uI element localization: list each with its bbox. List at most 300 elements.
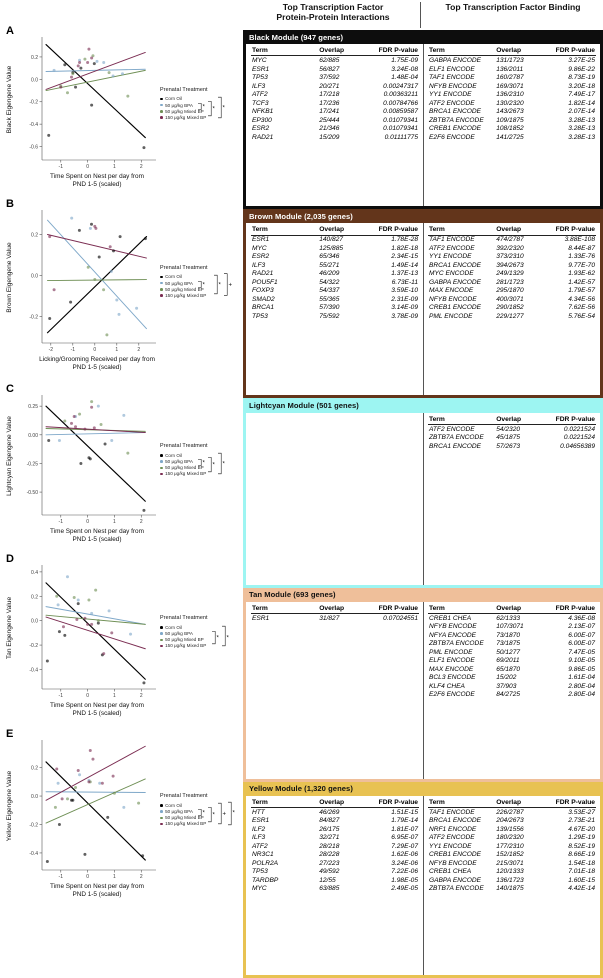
svg-text:Yellow Eigengene Value: Yellow Eigengene Value [6, 770, 13, 842]
cell-term: MYC ENCODE [429, 270, 474, 278]
column-divider [423, 413, 424, 585]
svg-text:*: * [216, 635, 219, 642]
table-row [251, 834, 419, 843]
cell-term: TCF3 [252, 99, 269, 107]
cell-term: SMAD2 [252, 295, 275, 303]
cell-term: NFYA ENCODE [429, 631, 477, 639]
svg-text:2: 2 [137, 347, 141, 353]
cell-fdr: 2.07E-14 [568, 108, 595, 116]
table-row [428, 817, 596, 826]
legend-item-label: 150 μg/kg Mixed BP [165, 292, 207, 298]
cell-term: ESR1 [252, 236, 270, 244]
cell-fdr: 3.53E-27 [568, 808, 595, 816]
cell-term: BRCA1 ENCODE [429, 261, 482, 269]
table-row [251, 116, 419, 125]
svg-text:0.0: 0.0 [31, 77, 38, 84]
table-row [428, 90, 596, 99]
cell-fdr: 1.33E-76 [568, 253, 595, 261]
svg-text:Licking/Grooming Received per: Licking/Grooming Received per day from [39, 356, 155, 363]
binding-header-text: Top Transcription Factor Binding [445, 2, 581, 12]
cell-fdr: 4.36E-08 [568, 614, 595, 622]
column-divider [423, 602, 424, 779]
cell-overlap: 136/1723 [496, 876, 524, 884]
cell-overlap: 49/592 [319, 868, 340, 876]
cell-overlap: 474/2787 [496, 236, 524, 244]
svg-text:*: * [202, 810, 205, 817]
svg-text:*: * [232, 810, 235, 817]
table-row [428, 876, 596, 885]
cell-fdr: 2.31E-09 [391, 295, 418, 303]
cell-fdr: 3.14E-09 [391, 304, 418, 312]
table-row [428, 235, 596, 244]
svg-text:PND 1-5 (scaled): PND 1-5 (scaled) [72, 181, 122, 188]
cell-term: GABPA ENCODE [429, 57, 482, 65]
cell-overlap: 17/236 [319, 99, 340, 107]
table-row [251, 825, 419, 834]
header-term: Term [428, 798, 495, 808]
svg-text:-0.2: -0.2 [29, 822, 38, 829]
enrichment-table [251, 225, 419, 320]
header-overlap: Overlap [318, 798, 363, 808]
cell-term: MYC [252, 244, 267, 252]
cell-term: GABPA ENCODE [429, 278, 482, 286]
svg-text:*: * [202, 282, 205, 288]
cell-overlap: 37/592 [319, 74, 340, 82]
cell-term: CREB1 CHEA [429, 614, 472, 622]
cell-overlap: 32/271 [319, 834, 340, 842]
legend-item-label: 50 μg/kg Mixed BP [165, 815, 204, 821]
module-body-black [243, 44, 603, 209]
module-tan [243, 588, 603, 782]
cell-fdr: 3.20E-18 [568, 82, 595, 90]
ppi-column-header [243, 1, 423, 24]
svg-text:0.0: 0.0 [31, 273, 38, 280]
cell-term: MYC [252, 885, 267, 893]
header-fdr: FDR P-value [364, 225, 419, 235]
cell-term: POLR2A [252, 859, 279, 867]
table-row [251, 73, 419, 82]
cell-term: NFYB ENCODE [429, 859, 477, 867]
table-row [428, 304, 596, 313]
header-divider [420, 2, 421, 28]
table-column-headers [243, 0, 603, 30]
cell-term: BRCA1 ENCODE [429, 817, 482, 825]
svg-text:1: 1 [115, 347, 119, 353]
table-row [428, 270, 596, 279]
cell-term: ESR2 [252, 253, 270, 261]
header-overlap: Overlap [318, 225, 363, 235]
cell-overlap: 249/1329 [496, 270, 524, 278]
cell-overlap: 394/2673 [496, 261, 524, 269]
table-row [428, 116, 596, 125]
svg-text:0.2: 0.2 [31, 765, 38, 772]
svg-text:Tan Eigengene Value: Tan Eigengene Value [6, 596, 13, 660]
cell-overlap: 131/1723 [496, 57, 524, 65]
cell-overlap: 57/390 [319, 304, 340, 312]
header-overlap: Overlap [495, 415, 540, 425]
column-divider [423, 223, 424, 395]
table-row [428, 808, 596, 817]
cell-term: RAD21 [252, 270, 274, 278]
cell-overlap: 28/218 [319, 842, 340, 850]
cell-term: ESR1 [252, 65, 270, 73]
ppi-subtable-brown [246, 223, 423, 395]
svg-text:Black Eigengene Value: Black Eigengene Value [6, 65, 13, 134]
svg-text:*: * [222, 105, 225, 111]
table-row [251, 244, 419, 253]
table-row [428, 65, 596, 74]
table-row [251, 90, 419, 99]
header-term: Term [428, 225, 495, 235]
cell-fdr: 2.49E-05 [391, 885, 418, 893]
table-row [428, 424, 596, 433]
legend-item-label: Corn Oil [165, 452, 182, 458]
cell-fdr: 3.24E-08 [391, 65, 418, 73]
cell-fdr: 6.00E-07 [568, 640, 595, 648]
table-row [251, 133, 419, 142]
cell-term: ILF3 [252, 82, 266, 90]
cell-fdr: 1.82E-14 [568, 99, 595, 107]
cell-term: MAX ENCODE [429, 665, 474, 673]
svg-text:0: 0 [86, 693, 90, 699]
cell-fdr: 9.10E-05 [568, 657, 595, 665]
cell-fdr: 1.42E-57 [568, 278, 595, 286]
cell-fdr: 1.37E-13 [391, 270, 418, 278]
svg-text:*: * [212, 462, 215, 469]
table-row [428, 851, 596, 860]
cell-term: PML ENCODE [429, 312, 473, 320]
header-term: Term [428, 604, 495, 614]
table-row [428, 834, 596, 843]
table-header-row [428, 46, 596, 56]
cell-term: ZBTB7A ENCODE [429, 885, 484, 893]
svg-text:+: + [228, 282, 233, 288]
table-row [428, 56, 596, 65]
cell-overlap: 55/271 [319, 261, 340, 269]
cell-overlap: 136/2011 [496, 65, 524, 73]
header-overlap: Overlap [495, 798, 540, 808]
cell-term: ATF2 ENCODE [429, 244, 475, 252]
module-lightcyan [243, 398, 603, 587]
cell-fdr: 3.28E-13 [568, 125, 595, 133]
cell-fdr: 4.42E-14 [568, 885, 595, 893]
svg-text:2: 2 [139, 874, 143, 880]
cell-term: NR3C1 [252, 851, 274, 859]
table-row [251, 295, 419, 304]
table-row [428, 278, 596, 287]
cell-overlap: 62/885 [319, 57, 340, 65]
cell-overlap: 46/209 [319, 270, 340, 278]
svg-text:-0.50: -0.50 [26, 490, 38, 497]
cell-overlap: 12/55 [319, 876, 336, 884]
table-row [428, 82, 596, 91]
cell-fdr: 1.81E-07 [391, 825, 418, 833]
cell-term: ATF2 [252, 842, 268, 850]
table-row [251, 304, 419, 313]
cell-fdr: 6.00E-07 [568, 631, 595, 639]
panel-letter: B [6, 198, 14, 210]
svg-text:2: 2 [139, 693, 143, 699]
cell-term: RAD21 [252, 133, 274, 141]
svg-text:*: * [202, 460, 205, 467]
table-row [251, 56, 419, 65]
module-body-tan [243, 602, 603, 782]
cell-overlap: 15/209 [319, 133, 340, 141]
cell-term: NFYB ENCODE [429, 82, 477, 90]
table-row [428, 859, 596, 868]
table-header-row [428, 798, 596, 808]
table-row [428, 99, 596, 108]
cell-fdr: 7.49E-17 [568, 91, 595, 99]
table-row [251, 65, 419, 74]
svg-text:0.25: 0.25 [28, 404, 38, 411]
legend-item-label: Corn Oil [165, 96, 182, 102]
header-fdr: FDR P-value [541, 604, 596, 614]
cell-term: CREB1 CHEA [429, 868, 472, 876]
cell-term: TP53 [252, 312, 268, 320]
cell-term: MYC [252, 57, 267, 65]
svg-text:-1: -1 [58, 693, 64, 699]
cell-fdr: 2.13E-07 [568, 623, 595, 631]
cell-fdr: 3.59E-10 [391, 287, 418, 295]
legend-item-label: Corn Oil [165, 274, 182, 280]
header-term: Term [251, 604, 318, 614]
binding-subtable-lightcyan [423, 413, 600, 585]
cell-overlap: 28/228 [319, 851, 340, 859]
cell-term: CREB1 ENCODE [429, 125, 482, 133]
legend-item-label: 50 μg/kg Mixed BP [165, 465, 204, 471]
module-brown [243, 209, 603, 398]
legend-item-label: Corn Oil [165, 802, 182, 808]
scatter-panels-column [0, 0, 243, 910]
header-fdr: FDR P-value [541, 415, 596, 425]
cell-overlap: 56/827 [319, 65, 340, 73]
legend-item-label: 150 μg/kg Mixed BP [165, 643, 207, 649]
cell-overlap: 180/2320 [496, 834, 524, 842]
svg-text:+: + [222, 811, 227, 818]
cell-overlap: 139/1556 [496, 825, 524, 833]
cell-term: E2F6 ENCODE [429, 691, 475, 699]
header-fdr: FDR P-value [364, 604, 419, 614]
cell-overlap: 290/1852 [496, 304, 524, 312]
svg-text:Time Spent on Nest per day fro: Time Spent on Nest per day from [50, 702, 144, 709]
cell-fdr: 3.78E-09 [391, 312, 418, 320]
cell-fdr: 1.93E-62 [568, 270, 595, 278]
table-row [428, 639, 596, 648]
cell-fdr: 0.07024551 [383, 614, 418, 622]
cell-fdr: 8.66E-19 [568, 851, 595, 859]
cell-fdr: 7.29E-07 [391, 842, 418, 850]
table-row [251, 851, 419, 860]
cell-term: TAF1 ENCODE [429, 808, 475, 816]
table-row [251, 613, 419, 622]
header-fdr: FDR P-value [364, 798, 419, 808]
module-body-brown [243, 223, 603, 398]
cell-fdr: 2.80E-04 [568, 691, 595, 699]
cell-fdr: 1.82E-18 [391, 244, 418, 252]
cell-overlap: 226/2787 [496, 808, 524, 816]
enrichment-table [428, 798, 596, 893]
cell-overlap: 57/2673 [496, 442, 521, 450]
cell-overlap: 143/2673 [496, 108, 524, 116]
legend-item-label: 150 μg/kg Mixed BP [165, 114, 207, 120]
cell-fdr: 7.47E-05 [568, 648, 595, 656]
cell-overlap: 15/202 [496, 674, 517, 682]
svg-text:1: 1 [113, 519, 116, 525]
cell-term: NRF1 ENCODE [429, 825, 477, 833]
cell-term: ATF2 ENCODE [429, 425, 475, 433]
svg-text:0: 0 [93, 347, 97, 353]
table-row [251, 868, 419, 877]
svg-text:*: * [222, 461, 225, 468]
svg-text:PND 1-5 (scaled): PND 1-5 (scaled) [72, 364, 122, 371]
svg-text:-2: -2 [48, 347, 54, 353]
table-row [428, 244, 596, 253]
cell-fdr: 8.44E-87 [568, 244, 595, 252]
module-header-lightcyan: Lightcyan Module (501 genes) [243, 398, 603, 412]
module-header-brown: Brown Module (2,035 genes) [243, 209, 603, 223]
cell-term: BRCA1 ENCODE [429, 108, 482, 116]
table-row [428, 842, 596, 851]
cell-overlap: 169/3071 [496, 82, 524, 90]
cell-overlap: 31/827 [319, 614, 340, 622]
svg-text:-0.6: -0.6 [29, 144, 38, 151]
cell-overlap: 109/1875 [496, 116, 524, 124]
svg-text:0.2: 0.2 [31, 594, 38, 601]
cell-overlap: 120/1333 [496, 868, 524, 876]
svg-text:-0.2: -0.2 [29, 314, 38, 321]
panel-letter: A [6, 25, 14, 37]
table-row [251, 278, 419, 287]
svg-text:PND 1-5 (scaled): PND 1-5 (scaled) [72, 891, 122, 898]
module-header-tan: Tan Module (693 genes) [243, 588, 603, 602]
cell-term: ESR2 [252, 125, 270, 133]
table-header-row [428, 415, 596, 425]
binding-subtable-yellow [423, 796, 600, 975]
brackets-svg [160, 86, 240, 132]
header-overlap: Overlap [495, 46, 540, 56]
legend-title: Prenatal Treatment [160, 443, 208, 449]
table-row [251, 817, 419, 826]
table-row [251, 235, 419, 244]
svg-text:*: * [212, 106, 215, 113]
cell-fdr: 1.29E-19 [568, 834, 595, 842]
cell-overlap: 55/365 [319, 295, 340, 303]
legend-title: Prenatal Treatment [160, 793, 208, 799]
cell-fdr: 2.80E-04 [568, 682, 595, 690]
module-header-yellow: Yellow Module (1,320 genes) [243, 782, 603, 796]
cell-fdr: 0.01079341 [383, 116, 418, 124]
cell-fdr: 1.75E-09 [391, 57, 418, 65]
cell-fdr: 0.04656389 [560, 442, 595, 450]
cell-overlap: 107/3071 [496, 623, 524, 631]
ppi-subtable-lightcyan [246, 413, 423, 585]
svg-text:0: 0 [86, 519, 90, 525]
cell-overlap: 140/827 [319, 236, 344, 244]
cell-term: EP300 [252, 116, 272, 124]
table-row [251, 885, 419, 894]
header-fdr: FDR P-value [541, 798, 596, 808]
table-header-row [251, 46, 419, 56]
table-row [428, 673, 596, 682]
svg-text:2: 2 [139, 519, 143, 525]
svg-text:0.0: 0.0 [31, 618, 38, 625]
legend-item-label: 50 μg/kg BPA [165, 809, 193, 815]
cell-overlap: 152/1852 [496, 851, 524, 859]
ppi-header-line2: Protein-Protein Interactions [276, 12, 390, 23]
legend-item-label: 50 μg/kg BPA [165, 280, 193, 286]
cell-fdr: 3.24E-06 [391, 859, 418, 867]
cell-fdr: 9.86E-22 [568, 65, 595, 73]
cell-fdr: 1.79E-14 [391, 817, 418, 825]
panel-e [0, 728, 243, 910]
table-row [251, 808, 419, 817]
table-row [428, 253, 596, 262]
cell-overlap: 160/2787 [496, 74, 524, 82]
module-header-black: Black Module (947 genes) [243, 30, 603, 44]
cell-fdr: 0.00363211 [383, 91, 418, 99]
svg-text:*: * [218, 282, 221, 288]
table-row [428, 73, 596, 82]
cell-fdr: 0.00247317 [383, 82, 418, 90]
cell-fdr: 5.76E-54 [568, 312, 595, 320]
table-header-row [251, 604, 419, 614]
cell-fdr: 1.61E-04 [568, 674, 595, 682]
cell-term: YY1 ENCODE [429, 253, 472, 261]
table-row [251, 99, 419, 108]
table-row [251, 876, 419, 885]
table-row [428, 690, 596, 699]
table-row [428, 825, 596, 834]
cell-overlap: 54/2320 [496, 425, 521, 433]
cell-term: MAX ENCODE [429, 287, 474, 295]
legend-item-label: 150 μg/kg Mixed BP [165, 471, 207, 477]
binding-subtable-black [423, 44, 600, 206]
cell-term: HTT [252, 808, 265, 816]
svg-text:0.2: 0.2 [31, 54, 38, 61]
panel-a [0, 25, 243, 200]
binding-column-header [423, 1, 603, 13]
cell-fdr: 0.0221524 [563, 434, 595, 441]
cell-fdr: 0.01079341 [383, 125, 418, 133]
table-row [428, 631, 596, 640]
cell-overlap: 73/1875 [496, 640, 521, 648]
table-row [428, 261, 596, 270]
cell-term: TARDBP [252, 876, 279, 884]
column-divider [423, 796, 424, 975]
brackets-svg [160, 442, 240, 488]
legend-title: Prenatal Treatment [160, 615, 208, 621]
header-term: Term [251, 225, 318, 235]
cell-overlap: 65/346 [319, 253, 340, 261]
table-header-row [251, 225, 419, 235]
cell-fdr: 7.22E-06 [391, 868, 418, 876]
svg-text:0: 0 [86, 164, 90, 170]
table-row [251, 253, 419, 262]
svg-text:-0.2: -0.2 [29, 643, 38, 650]
cell-term: ZBTB7A ENCODE [429, 640, 484, 648]
cell-overlap: 65/1870 [496, 665, 521, 673]
cell-fdr: 1.62E-06 [391, 851, 418, 859]
header-overlap: Overlap [495, 225, 540, 235]
cell-fdr: 1.51E-15 [391, 808, 418, 816]
cell-overlap: 125/885 [319, 244, 344, 252]
cell-term: ATF2 ENCODE [429, 834, 475, 842]
cell-fdr: 3.28E-13 [568, 116, 595, 124]
module-body-yellow [243, 796, 603, 978]
svg-text:-0.2: -0.2 [29, 99, 38, 106]
cell-term: TP53 [252, 868, 268, 876]
